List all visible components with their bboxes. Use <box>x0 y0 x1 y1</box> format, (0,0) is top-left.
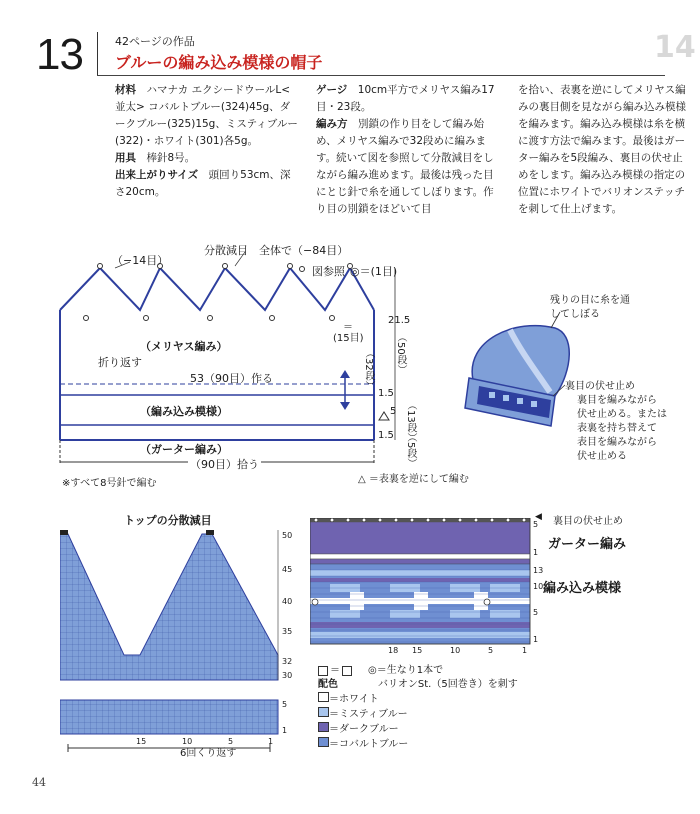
band-row-label-1b: 1 <box>533 635 539 644</box>
cast-on-label: 53（90目）作る <box>190 372 273 385</box>
band-col-5: 5 <box>488 646 494 655</box>
col-label-15: 15 <box>136 737 147 746</box>
band-colorwork-chart <box>310 518 540 658</box>
knit-eq-text: ＝ <box>330 665 340 676</box>
row-label-40: 40 <box>282 597 293 606</box>
materials-label: 材料 <box>115 84 136 96</box>
blank-swatch <box>318 666 328 676</box>
legend-dark <box>318 722 408 737</box>
row-label-32: 32 <box>282 657 293 666</box>
dim-32-rows: （32段） <box>363 348 374 391</box>
band-row-label-5b: 5 <box>533 608 539 617</box>
page-reference: 42ページの作品 <box>115 35 195 48</box>
hat-note-bottom <box>565 380 667 464</box>
gauge-label: ゲージ <box>316 84 348 96</box>
top-chart-title: トップの分散減目 <box>124 514 212 527</box>
method-label: 編み方 <box>316 118 348 130</box>
hat-note-line-6: 伏せ止める <box>577 451 627 462</box>
legend-title: 配色 <box>318 679 338 690</box>
hat-note-line-3: 伏せ止める。または <box>577 409 667 420</box>
legend-misty <box>318 707 408 722</box>
hat-note-line-5: 表目を編みながら <box>577 437 657 448</box>
misty-swatch <box>318 707 329 717</box>
band-col-labels <box>310 646 540 656</box>
col-label-10: 10 <box>182 737 193 746</box>
white-swatch <box>318 692 329 702</box>
top-chart-col-labels <box>60 737 290 747</box>
hat-note-line-4: 表裏を持ち替えて <box>577 423 657 434</box>
misty-text: ＝ミスティブルー <box>329 709 408 720</box>
circle-eq-text: ＝(1目) <box>359 265 398 278</box>
knit-swatch <box>342 666 352 676</box>
band-row-label-13: 13 <box>533 566 544 575</box>
pickup-label: （90目）拾う <box>190 458 259 471</box>
garter-label: （ガーター編み） <box>140 443 228 456</box>
row-label-35: 35 <box>282 627 293 636</box>
band-col-18: 18 <box>388 646 399 655</box>
materials-text: ハマナカ エクシードウールL<並太> コバルトブルー(324)45g、ダークブルー(325)15g、ミスティブルー(322)・ホワイト(301)各5g。 <box>115 84 298 147</box>
row-label-45: 45 <box>282 565 293 574</box>
dark-swatch <box>318 722 329 732</box>
fold-label: 折り返す <box>98 356 142 369</box>
band-label-garter: ガーター編み <box>548 537 627 552</box>
eq-15-label: ＝ <box>343 322 353 333</box>
hat-note-top: 残りの目に糸を通してしぼる <box>550 295 630 320</box>
cobalt-text: ＝コバルトブルー <box>329 739 409 750</box>
col-label-5: 5 <box>228 737 234 746</box>
band-row-label-10: 10 <box>533 582 544 591</box>
circle-eq-label: ◎＝(1目) <box>350 265 398 278</box>
dark-text: ＝ダークブルー <box>329 724 399 735</box>
band-col-10: 10 <box>450 646 461 655</box>
dim-5: 5 <box>390 406 397 417</box>
pattern-title: ブルーの編み込み模様の帽子 <box>115 53 323 72</box>
size-label: 出来上がりサイズ <box>115 169 199 181</box>
band-col-15: 15 <box>412 646 423 655</box>
band-label-arrow: ◀ <box>535 512 542 522</box>
legend-white <box>318 692 408 707</box>
band-label-nikomi: 編み込み模様 <box>543 581 622 596</box>
fifteen-label: (15目) <box>333 333 364 344</box>
strip-label-5: 5 <box>282 700 288 709</box>
band-row-label-1a: 1 <box>533 548 539 557</box>
dim-50-rows: （50段） <box>395 332 406 375</box>
tools-label: 用具 <box>115 152 136 164</box>
repeat-label: 6回くり返す <box>180 748 237 759</box>
dim-21-5: 21.5 <box>388 315 411 326</box>
needle-note: ※すべて8号針で編む <box>62 478 157 489</box>
dim-1-5-b: 1.5 <box>378 430 394 441</box>
pattern-number: 13 <box>36 30 83 79</box>
white-text: ＝ホワイト <box>329 694 379 705</box>
row-label-30: 30 <box>282 671 293 680</box>
ghost-page-number: 14 <box>654 30 696 65</box>
legend-cobalt <box>318 737 408 752</box>
stitch-note <box>368 664 518 692</box>
col-label-1: 1 <box>268 737 274 746</box>
gauge-text: 10cm平方でメリヤス編み17目・23段。 <box>316 84 495 113</box>
tools-text: 棒針8号。 <box>146 152 196 164</box>
method-text: 別鎖の作り目をして編み始め、メリヤス編みで32段めに編みます。続いて図を参照して分散減目をしながら編み進めます。最後は残った目にとじ針で糸を通してしぼります。作り目の別鎖をほどいて目 <box>316 118 494 215</box>
meriyasu-label: （メリヤス編み） <box>140 340 228 353</box>
band-row-label-5a: 5 <box>533 520 539 529</box>
ref-label: 図参照 <box>312 265 345 278</box>
hat-note-line-2: 裏目を編みながら <box>577 395 657 406</box>
reverse-note: △ ＝表裏を逆にして編む <box>358 474 469 485</box>
strip-label-1: 1 <box>282 726 288 735</box>
band-label-top: 裏目の伏せ止め <box>553 516 623 527</box>
top-decrease-chart <box>60 530 295 755</box>
cobalt-swatch <box>318 737 329 747</box>
minus-14-label: （−14目） <box>112 254 169 267</box>
stitch-note-row-1: ◎＝生なり1本で <box>368 665 444 676</box>
decrease-shape <box>60 534 278 680</box>
dim-13-rows: （13段） <box>405 400 416 443</box>
nikomi-label: （編み込み模様） <box>140 405 228 418</box>
dim-1-5-a: 1.5 <box>378 388 394 399</box>
size-text: 頭回り53cm、深さ20cm。 <box>115 169 291 198</box>
page-number: 44 <box>32 776 46 789</box>
stitch-note-1: ＝生なり1本で <box>376 665 444 676</box>
stitch-note-2: バリオンSt.（5回巻き）を刺す <box>378 679 518 690</box>
row-label-50: 50 <box>282 531 293 540</box>
decrease-label: 分散減目 全体で（−84目） <box>204 244 349 257</box>
band-col-1: 1 <box>522 646 528 655</box>
dim-5-rows: （5段） <box>405 432 416 469</box>
finishing-text: を拾い、表裏を逆にしてメリヤス編みの裏目側を見ながら編み込み模様を編みます。編み込み模様は糸を横に渡す方法で編みます。最後はガーター編みを5段編み、裏目の伏せ止めをします。編み込み模様の指定の位置にホワイトでバリオンステッチを刺して仕上げます。 <box>518 84 686 215</box>
hat-note-line-1: 裏目の伏せ止め <box>565 381 635 392</box>
